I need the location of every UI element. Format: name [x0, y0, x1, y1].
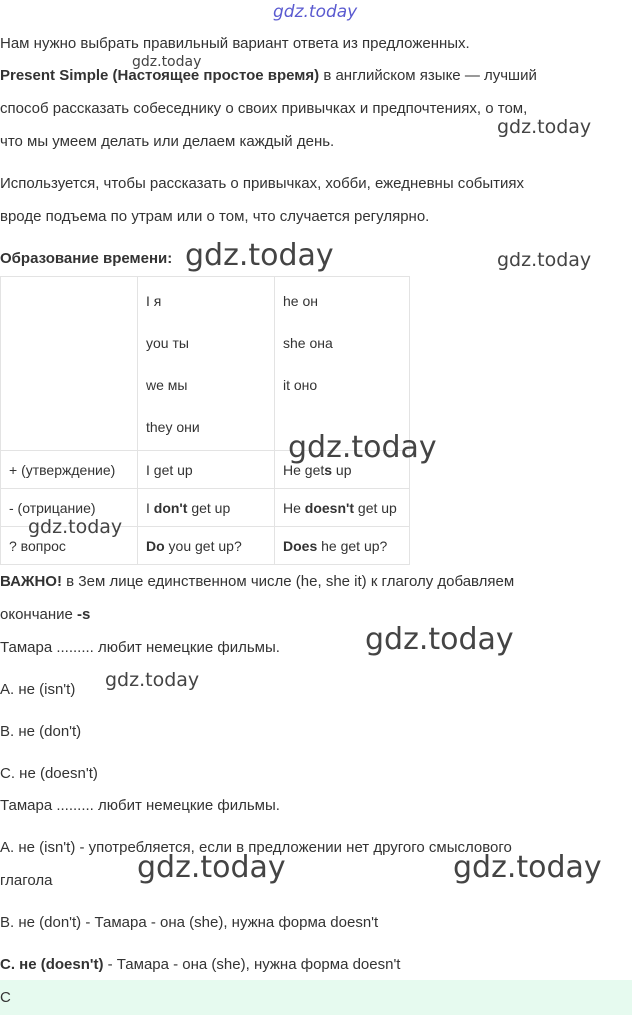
watermark: gdz.today: [105, 669, 200, 691]
explanation-a-line-2: глагола: [0, 872, 53, 889]
table-cell-empty: [1, 277, 138, 451]
intro-term: Present Simple (Настоящее простое время): [0, 67, 320, 84]
usage-line-1: Используется, чтобы рассказать о привычках, хобби, ежедневны событиях: [0, 175, 525, 192]
important-line-1: ВАЖНО! в 3ем лице единственном числе (he, she it) к глаголу добавляем: [0, 573, 515, 590]
pronoun: you ты: [146, 335, 189, 351]
intro-line-3: способ рассказать собеседнику о своих привычках и предпочтениях, о том,: [0, 100, 528, 117]
watermark: gdz.today: [185, 238, 334, 273]
table-row-pronouns: [1, 277, 410, 451]
table-cell-left: I don't get up: [138, 489, 275, 527]
pronoun: we мы: [146, 377, 188, 393]
table-cell-right: He gets up: [275, 451, 410, 489]
watermark: gdz.today: [137, 850, 286, 885]
question-sentence: Тамара ......... любит немецкие фильмы.: [0, 639, 280, 656]
intro-line-1: Нам нужно выбрать правильный вариант ответа из предложенных.: [0, 35, 470, 52]
pronoun: he он: [283, 293, 318, 309]
table-cell-left: Do you get up?: [138, 527, 275, 565]
important-label: ВАЖНО!: [0, 573, 62, 590]
table-cell-pronouns-left: [138, 277, 275, 451]
explanation-b: B. не (don't) - Тамара - она (she), нужна форма doesn't: [0, 914, 379, 931]
intro-line-2: [0, 66, 537, 86]
formation-heading: Образование времени:: [0, 250, 173, 267]
intro-line-4: что мы умеем делать или делаем каждый день.: [0, 133, 335, 150]
table-cell-right: Does he get up?: [275, 527, 410, 565]
table-cell-left: I get up: [138, 451, 275, 489]
watermark: gdz.today: [497, 116, 592, 138]
explanation-c: C. не (doesn't) - Тамара - она (she), нужна форма doesn't: [0, 956, 401, 973]
watermark: gdz.today: [132, 54, 202, 70]
table-cell-right: He doesn't get up: [275, 489, 410, 527]
pronoun: it оно: [283, 377, 318, 393]
table-row-label: - (отрицание): [1, 489, 138, 527]
option-c: C. не (doesn't): [0, 765, 98, 782]
explanation-sentence: Тамара ......... любит немецкие фильмы.: [0, 797, 280, 814]
pronoun: they они: [146, 419, 200, 435]
table-row-label: ? вопрос: [1, 527, 138, 565]
usage-line-2: вроде подъема по утрам или о том, что случается регулярно.: [0, 208, 430, 225]
watermark: gdz.today: [365, 622, 514, 657]
watermark: gdz.today: [28, 516, 123, 538]
table-row-label: + (утверждение): [1, 451, 138, 489]
answer-value: C: [0, 989, 11, 1006]
watermark: gdz.today: [453, 850, 602, 885]
pronoun: I я: [146, 293, 162, 309]
watermark: gdz.today: [497, 249, 592, 271]
important-line-2: окончание -s: [0, 606, 91, 623]
intro-line-2-rest: в английском языке — лучший: [319, 67, 537, 84]
answer-box: [0, 980, 632, 1015]
pronoun: she она: [283, 335, 333, 351]
watermark: gdz.today: [288, 430, 437, 465]
watermark-logo: gdz.today: [273, 2, 358, 22]
explanation-a-line-1: A. не (isn't) - употребляется, если в предложении нет другого смыслового: [0, 839, 512, 856]
option-a: A. не (isn't): [0, 681, 76, 698]
table-cell-pronouns-right: [275, 277, 410, 451]
option-b: B. не (don't): [0, 723, 82, 740]
